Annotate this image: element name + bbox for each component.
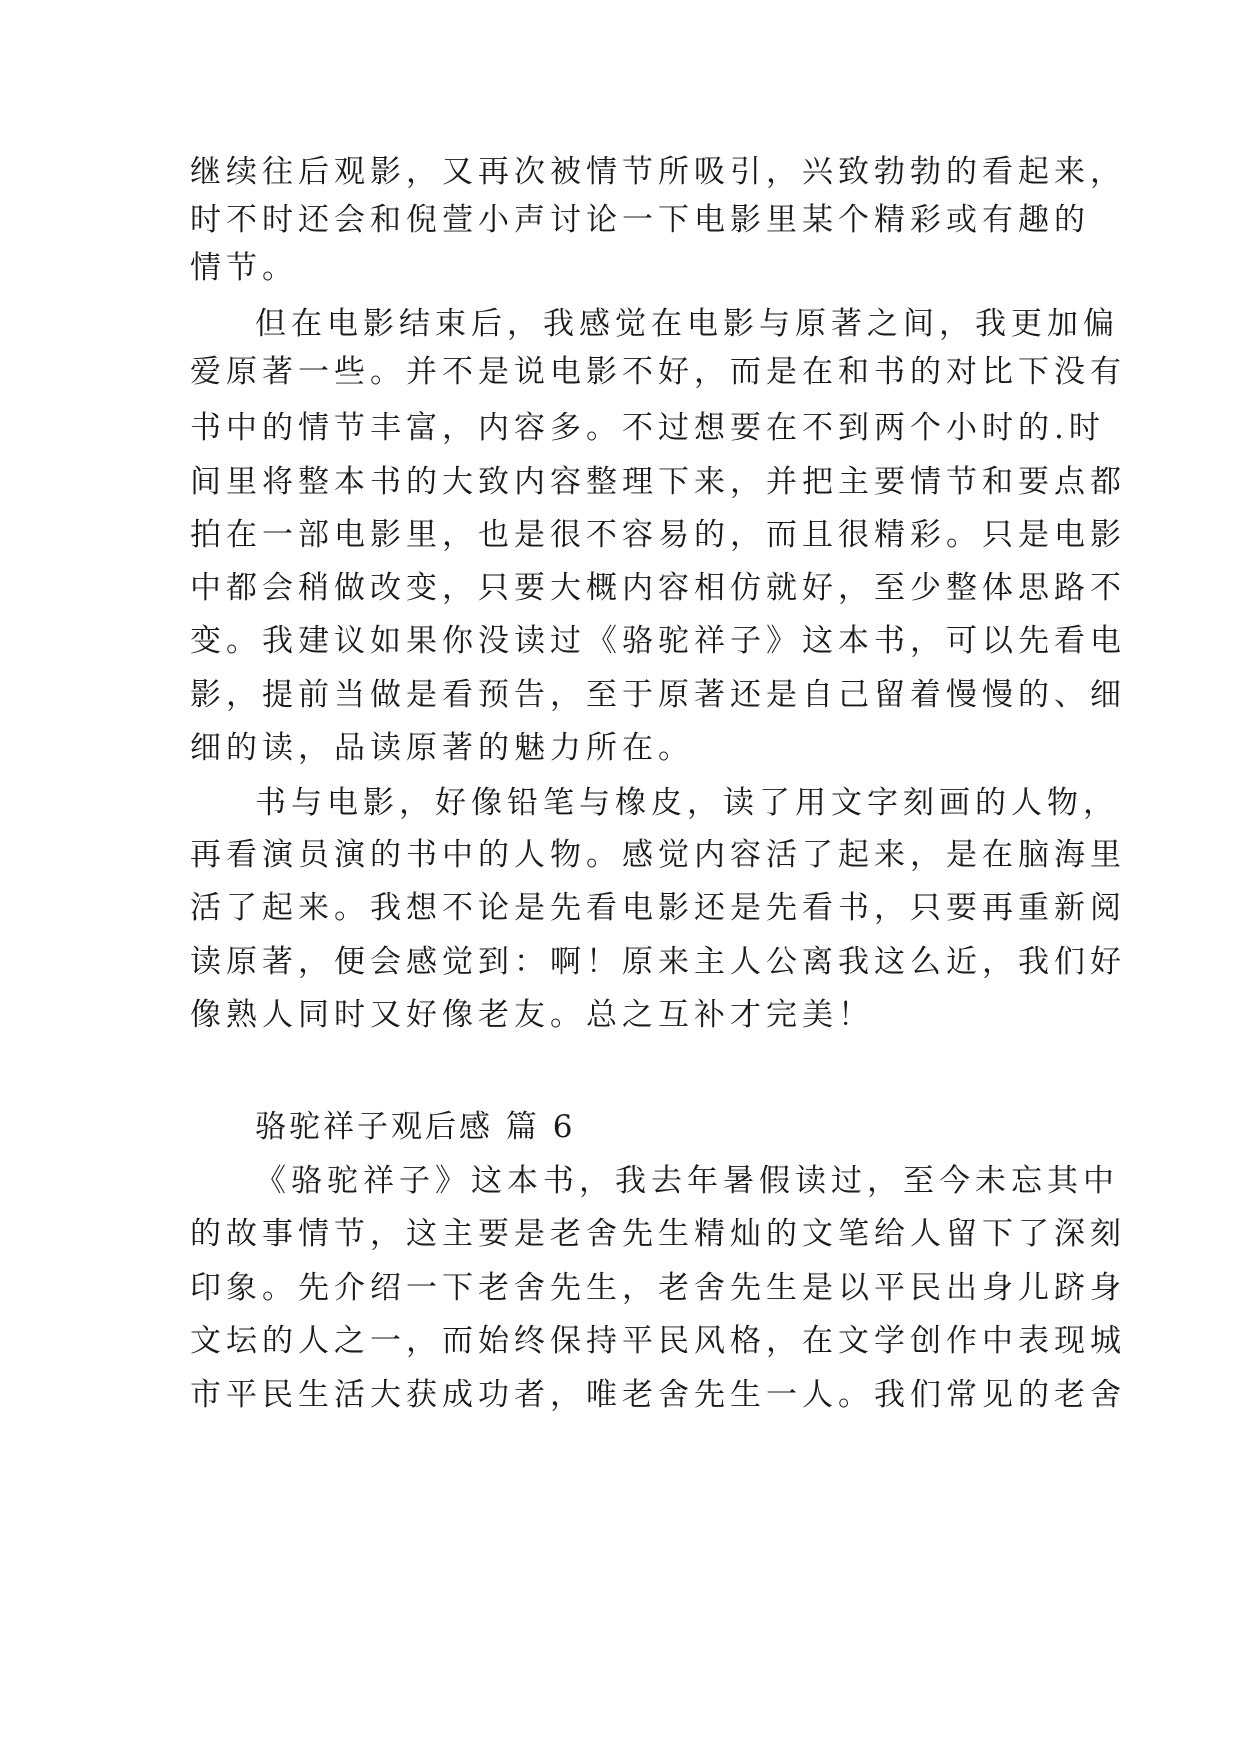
text-line: 爱原著一些。并不是说电影不好，而是在和书的对比下没有 [190, 354, 1126, 390]
text-line: 读原著，便会感觉到：啊！原来主人公离我这么近，我们好 [190, 944, 1126, 980]
text-line: 继续往后观影，又再次被情节所吸引，兴致勃勃的看起来， [190, 154, 1126, 190]
paragraph-first-line: 但在电影结束后，我感觉在电影与原著之间，我更加偏 [255, 306, 1119, 342]
text-line: 影，提前当做是看预告，至于原著还是自己留着慢慢的、细 [190, 677, 1126, 713]
text-line: 活了起来。我想不论是先看电影还是先看书，只要再重新阅 [190, 890, 1126, 926]
text-line: 情节。 [190, 250, 298, 286]
text-line: 再看演员演的书中的人物。感觉内容活了起来，是在脑海里 [190, 837, 1126, 873]
text-line: 中都会稍做改变，只要大概内容相仿就好，至少整体思路不 [190, 570, 1126, 606]
text-line: 书中的情节丰富，内容多。不过想要在不到两个小时的.时 [190, 410, 1105, 446]
text-line: 变。我建议如果你没读过《骆驼祥子》这本书，可以先看电 [190, 623, 1126, 659]
section-heading: 骆驼祥子观后感 篇 6 [255, 1109, 576, 1145]
text-line: 拍在一部电影里，也是很不容易的，而且很精彩。只是电影 [190, 517, 1126, 553]
text-line: 细的读，品读原著的魅力所在。 [190, 730, 694, 766]
text-line: 印象。先介绍一下老舍先生，老舍先生是以平民出身儿跻身 [190, 1270, 1126, 1306]
text-line: 市平民生活大获成功者，唯老舍先生一人。我们常见的老舍 [190, 1377, 1126, 1413]
text-line: 时不时还会和倪萱小声讨论一下电影里某个精彩或有趣的 [190, 202, 1090, 238]
text-line: 的故事情节，这主要是老舍先生精灿的文笔给人留下了深刻 [190, 1216, 1126, 1252]
text-line: 文坛的人之一，而始终保持平民风格，在文学创作中表现城 [190, 1323, 1126, 1359]
paragraph-first-line: 书与电影，好像铅笔与橡皮，读了用文字刻画的人物， [255, 785, 1119, 821]
text-line: 间里将整本书的大致内容整理下来，并把主要情节和要点都 [190, 464, 1126, 500]
paragraph-first-line: 《骆驼祥子》这本书，我去年暑假读过，至今未忘其中 [255, 1163, 1119, 1199]
text-line: 像熟人同时又好像老友。总之互补才完美！ [190, 997, 874, 1033]
